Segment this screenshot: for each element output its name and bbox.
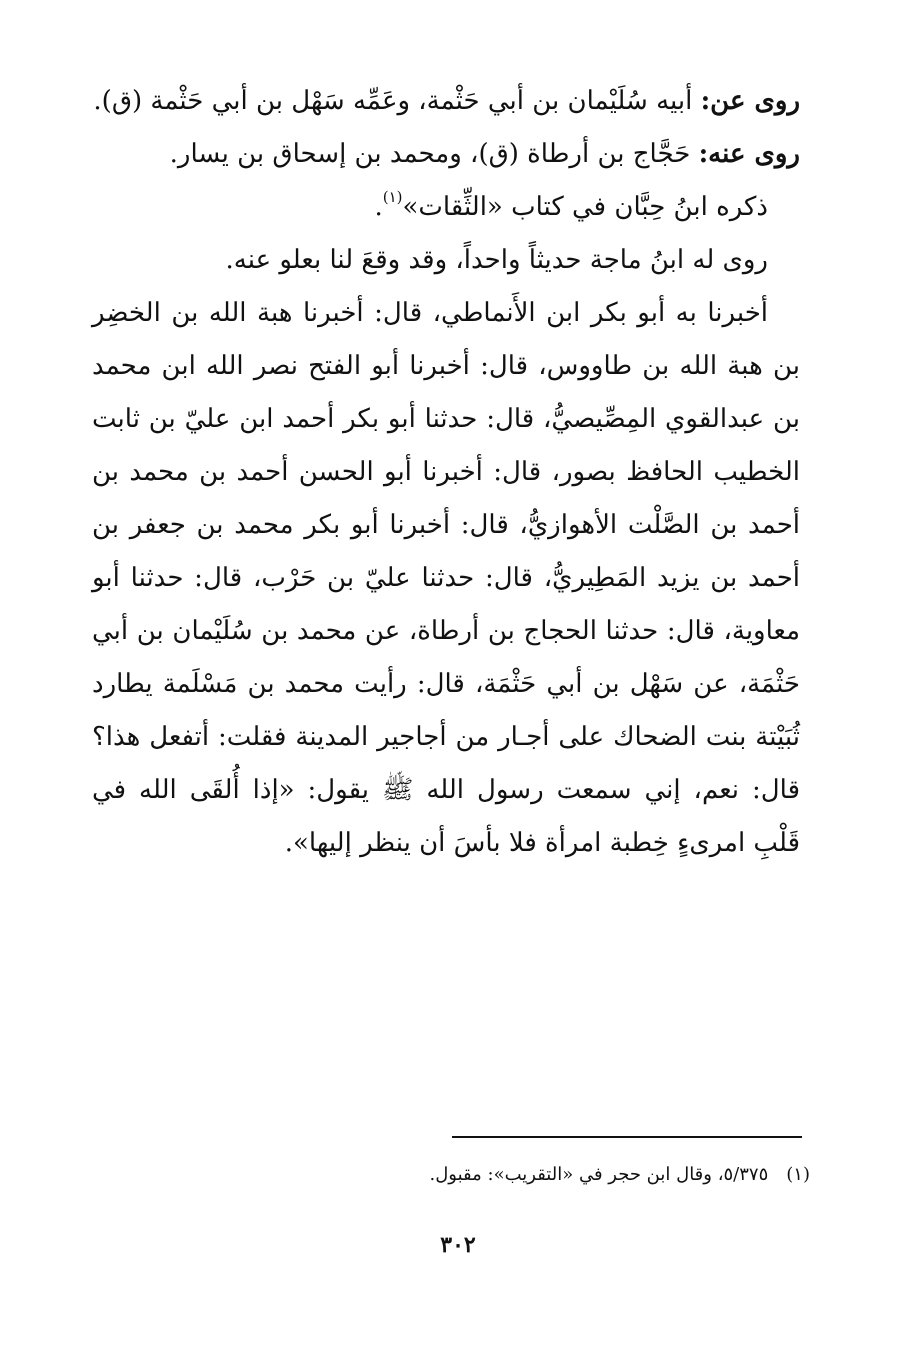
ibn-hibban-period: . bbox=[374, 192, 383, 222]
narrated-from-label: روى عن: bbox=[700, 86, 800, 116]
narrated-from-text: أبيه سُلَيْمان بن أبي حَثْمة، وعَمِّه سَهْل بن أبي حَثْمة (ق). bbox=[93, 86, 693, 116]
narrated-by-text: حَجَّاج بن أرطاة (ق)، ومحمد بن إسحاق بن يسار. bbox=[169, 139, 691, 169]
narrated-from-paragraph bbox=[92, 75, 800, 128]
isnad-paragraph: أخبرنا به أبو بكر ابن الأَنماطي، قال: أخبرنا هبة الله بن الخضِر بن هبة الله بن طاووس، قال: أخبرنا أبو الفتح نصر الله ابن محمد بن عبدالقوي المِصِّيصيُّ، قال: حدثنا أبو بكر أحمد ابن عليّ بن ثابت الخطيب الحافظ بصور، قال: أخبرنا أبو الحسن أحمد بن محمد بن أحمد بن الصَّلْت الأهوازيُّ، قال: أخبرنا أبو بكر محمد بن جعفر بن أحمد بن يزيد المَطِيريُّ، قال: حدثنا عليّ بن حَرْب، قال: حدثنا أبو معاوية، قال: حدثنا الحجاج بن أرطاة، عن محمد بن سُلَيْمان بن أبي حَثْمَة، عن سَهْل بن أبي حَثْمَة، قال: رأيت محمد بن مَسْلَمة يطارد ثُبَيْتة بنت الضحاك على أجـار من أجاجير المدينة فقلت: أتفعل هذا؟ قال: نعم، إني سمعت رسول الله ﷺ يقول: «إذا أُلقَى الله في قَلْبِ امرىءٍ خِطبة امرأة فلا بأسَ أن ينظر إليها». bbox=[92, 298, 800, 858]
main-text bbox=[92, 75, 800, 870]
narrated-by-paragraph bbox=[92, 128, 800, 181]
footnote bbox=[92, 1162, 810, 1188]
ibn-hibban-text: ذكره ابنُ حِبَّان في كتاب «الثِّقات» bbox=[402, 192, 768, 222]
ibn-majah-paragraph: روى له ابنُ ماجة حديثاً واحداً، وقد وقعَ لنا بعلو عنه. bbox=[225, 245, 768, 275]
narrated-by-label: روى عنه: bbox=[698, 139, 800, 169]
footnote-reference[interactable]: (١) bbox=[382, 188, 403, 206]
ibn-hibban-paragraph bbox=[92, 181, 800, 234]
footnote-number: (١) bbox=[786, 1164, 810, 1185]
page-number: ٣٠٢ bbox=[440, 1232, 476, 1258]
footnote-text: ٥/٣٧٥، وقال ابن حجر في «التقريب»: مقبول. bbox=[429, 1164, 769, 1185]
footnote-divider bbox=[452, 1136, 802, 1138]
